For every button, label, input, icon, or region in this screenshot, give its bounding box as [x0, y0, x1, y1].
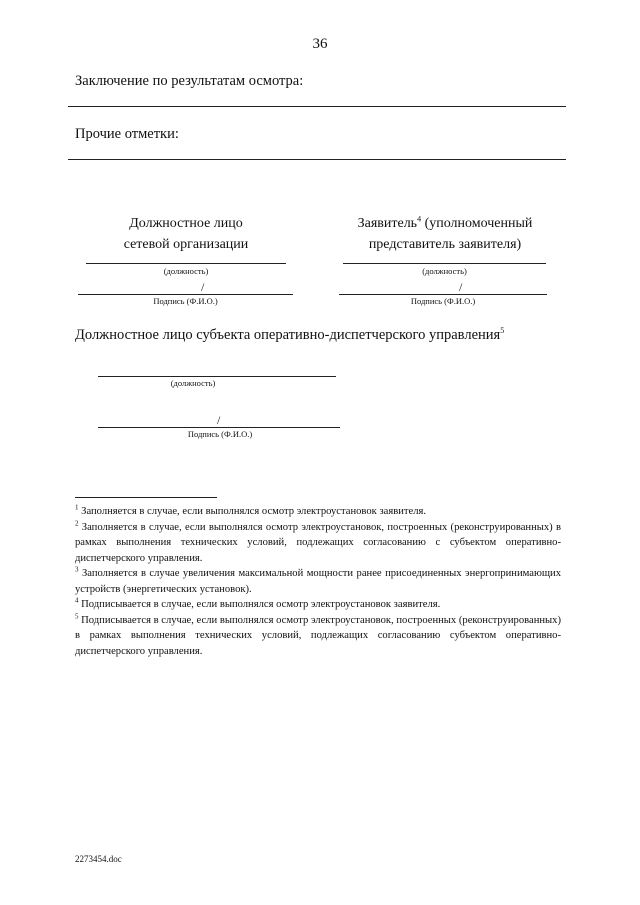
applicant-position-caption: (должность)	[422, 266, 467, 276]
footnote-3-number: 3	[75, 565, 79, 574]
applicant-position-line	[343, 263, 546, 264]
applicant-line2: представитель заявителя)	[368, 237, 522, 252]
footnote-separator	[75, 497, 217, 498]
footnote-2-number: 2	[75, 518, 79, 527]
footnote-5	[75, 613, 561, 660]
document-id: 2273454.doc	[75, 854, 122, 864]
footnote-1	[75, 504, 561, 520]
footnote-5-number: 5	[75, 611, 79, 620]
conclusion-label: Заключение по результатам осмотра:	[75, 73, 304, 89]
conclusion-line	[68, 106, 566, 107]
dispatch-footnote-ref: 5	[500, 326, 505, 336]
footnote-2	[75, 520, 561, 567]
dispatch-signature-line	[98, 427, 340, 428]
other-marks-label: Прочие отметки:	[75, 126, 179, 142]
network-official-title	[86, 213, 286, 255]
footnote-4	[75, 597, 561, 613]
network-official-slash: /	[201, 280, 205, 294]
network-official-line2: сетевой организации	[123, 237, 249, 252]
dispatch-position-caption: (должность)	[170, 378, 216, 388]
network-official-signature-caption: Подпись (Ф.И.О.)	[153, 296, 218, 306]
network-official-position-caption: (должность)	[163, 266, 209, 276]
footnote-5-text: Подписывается в случае, если выполнялся осмотр электроустановок, построенных (реконструированных) в рамках выполнения технических условий, подлежащих согласованию субъектом оперативно-диспетчерского управления.	[75, 614, 561, 657]
applicant-signature-caption: Подпись (Ф.И.О.)	[410, 296, 476, 306]
footnote-1-number: 1	[75, 503, 79, 512]
footnotes	[75, 504, 561, 659]
applicant-title-word: Заявитель	[357, 216, 418, 231]
applicant-title	[330, 213, 560, 255]
footnote-3-text: Заполняется в случае увеличения максимальной мощности ранее присоединенных энергопринимающих устройств (энергетических установок).	[75, 568, 561, 595]
footnote-1-text: Заполняется в случае, если выполнялся осмотр электроустановок заявителя.	[78, 506, 427, 517]
applicant-slash: /	[459, 280, 463, 294]
dispatch-official-title-text: Должностное лицо субъекта оперативно-диспетчерского управления	[75, 327, 501, 343]
applicant-signature-line	[339, 294, 547, 295]
page-number: 36	[312, 36, 328, 52]
applicant-footnote-ref: 4	[417, 214, 422, 224]
network-official-line1: Должностное лицо	[129, 216, 243, 231]
applicant-title-rest: (уполномоченный	[421, 216, 533, 231]
dispatch-signature-caption: Подпись (Ф.И.О.)	[187, 429, 253, 439]
network-official-position-line	[86, 263, 286, 264]
dispatch-slash: /	[217, 413, 221, 427]
footnote-4-number: 4	[75, 596, 79, 605]
dispatch-position-line	[98, 376, 336, 377]
dispatch-official-title	[75, 327, 504, 344]
footnote-4-text: Подписывается в случае, если выполнялся осмотр электроустановок заявителя.	[78, 599, 441, 610]
footnote-2-text: Заполняется в случае, если выполнялся осмотр электроустановок, построенных (реконструированных) в рамках выполнения технических условий, подлежащих согласованию с субъектом оперативно-диспетчерского управления.	[75, 521, 561, 564]
network-official-signature-line	[78, 294, 293, 295]
other-marks-line	[68, 159, 566, 160]
footnote-3	[75, 566, 561, 597]
